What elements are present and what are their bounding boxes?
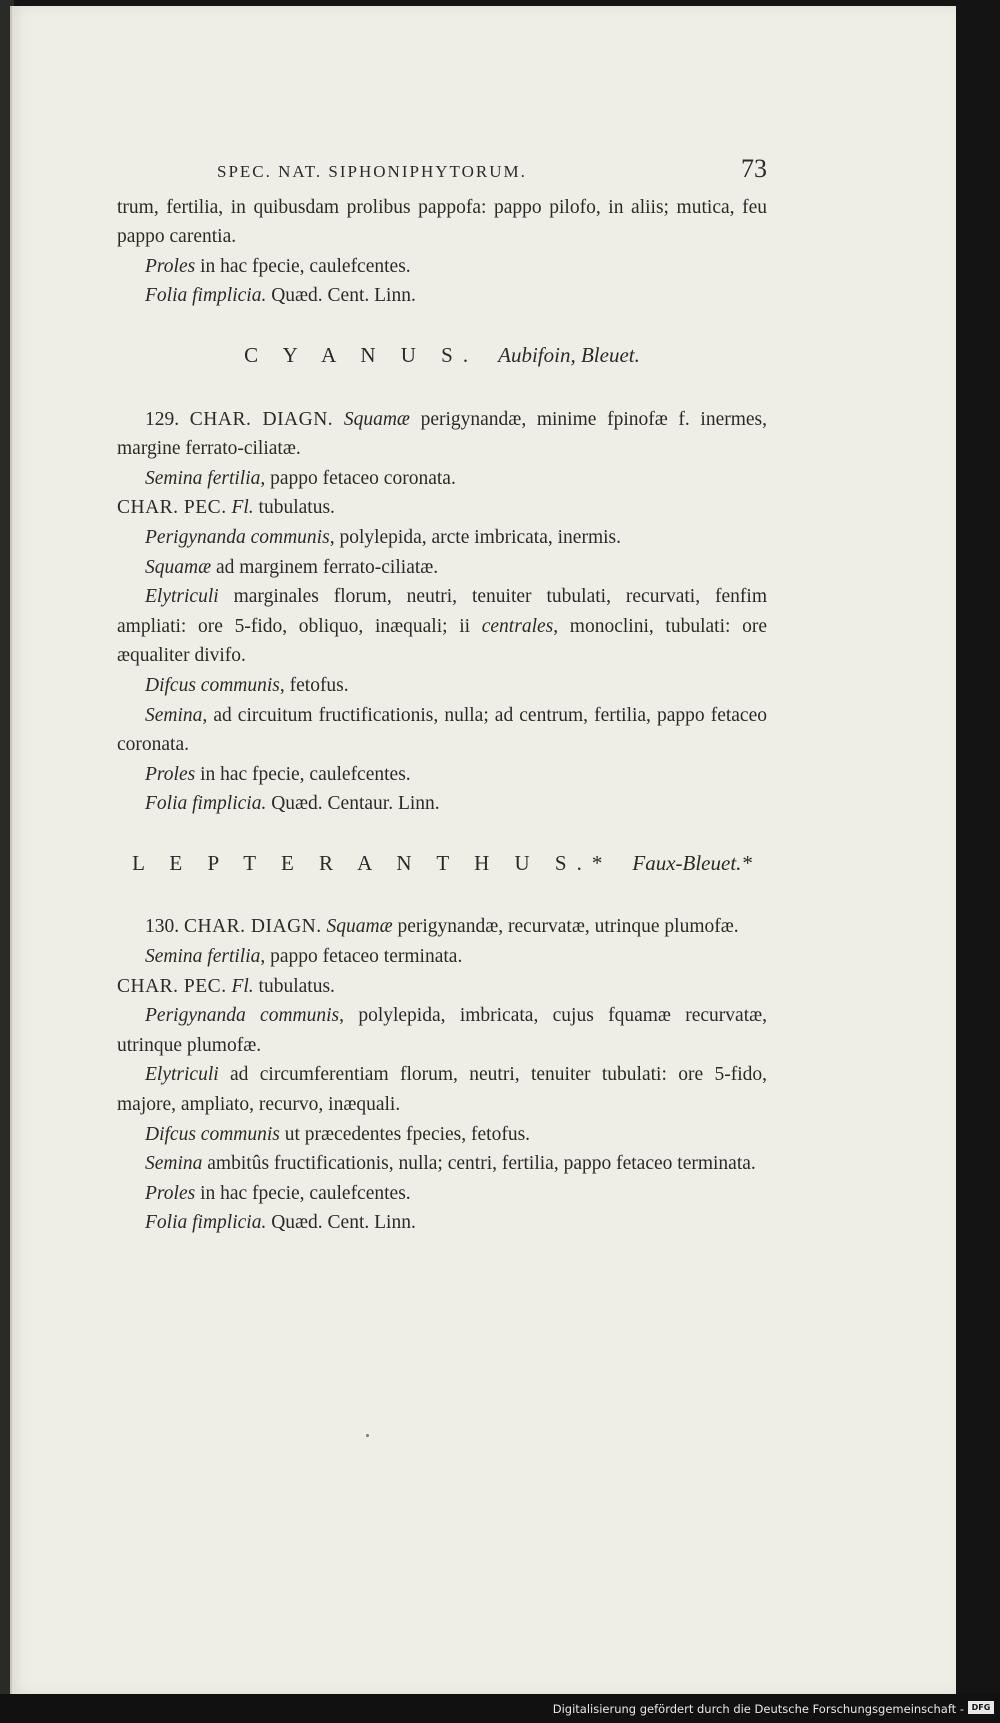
proles-line: Proles in hac fpecie, caulefcentes.	[145, 1182, 411, 1204]
folia-line: Folia fimplicia. Quæd. Centaur. Linn.	[145, 793, 440, 815]
perigynanda-paragraph: Perigynanda communis, polylepida, imbricata, cujus fquamæ recurvatæ, utrinque plumofæ.	[117, 1005, 767, 1056]
char-pec-line: CHAR. PEC. Fl. tubulatus.	[117, 975, 335, 997]
running-title: SPEC. NAT. SIPHONIPHYTORUM.	[217, 162, 527, 181]
genus-name: L E P T E R A N T H U S.*	[132, 850, 613, 875]
elytriculi-paragraph: Elytriculi marginales florum, neutri, tenuiter tubulati, recurvati, fenfim ampliati: ore 5-fido, obliquo, inæquali; ii centrales, monoclini, tubulati: ore æqualiter divifo.	[117, 586, 768, 667]
discus-line: Difcus communis ut præcedentes fpecies, fetofus.	[145, 1123, 531, 1145]
proles-line: Proles in hac fpecie, caulefcentes.	[145, 763, 411, 785]
squamae-line: Squamæ ad marginem ferrato-ciliatæ.	[145, 556, 439, 578]
running-head	[117, 154, 767, 187]
continued-paragraph: trum, fertilia, in quibusdam prolibus pappofa: pappo pilofo, in aliis; mutica, feu pappo carentia.	[117, 196, 767, 248]
proles-line: Proles in hac fpecie, caulefcentes.	[145, 255, 411, 277]
semina-fertilia-line: Semina fertilia, pappo fetaceo coronata.	[145, 467, 456, 489]
char-diagn-paragraph: 130. CHAR. DIAGN. Squamæ perigynandæ, recurvatæ, utrinque plumofæ.	[145, 916, 739, 938]
elytriculi-paragraph: Elytriculi ad circumferentiam florum, neutri, tenuiter tubulati: ore 5-fido, majore, ampliato, recurvo, inæquali.	[117, 1064, 767, 1116]
french-name: Aubifoin, Bleuet.	[498, 342, 640, 367]
perigynanda-paragraph: Perigynanda communis, polylepida, arcte imbricata, inermis.	[145, 526, 621, 548]
genus-heading-cyanus	[117, 341, 767, 371]
char-diagn-paragraph: 129. CHAR. DIAGN. Squamæ perigynandæ, minime fpinofæ f. inermes, margine ferrato-ciliatæ.	[117, 408, 768, 460]
french-name: Faux-Bleuet.*	[632, 850, 752, 875]
folia-line: Folia fimplicia. Quæd. Cent. Linn.	[145, 1212, 416, 1234]
ink-speck	[366, 1434, 369, 1437]
folia-line: Folia fimplicia. Quæd. Cent. Linn.	[145, 285, 416, 307]
page-number: 73	[741, 154, 767, 183]
semina-paragraph: Semina, ad circuitum fructificationis, nulla; ad centrum, fertilia, pappo fetaceo coronata.	[117, 704, 767, 756]
dfg-logo: DFG	[968, 1701, 994, 1714]
footer-credit: Digitalisierung gefördert durch die Deutsche Forschungsgemeinschaft -	[552, 1702, 964, 1716]
char-pec-line: CHAR. PEC. Fl. tubulatus.	[117, 497, 335, 519]
digitization-footer	[0, 1694, 1000, 1723]
page-text	[117, 154, 767, 1238]
genus-heading-lepteranthus	[117, 849, 767, 879]
book-page	[10, 6, 956, 1694]
genus-name: C Y A N U S.	[244, 342, 479, 367]
semina-fertilia-line: Semina fertilia, pappo fetaceo terminata.	[145, 946, 463, 968]
semina-paragraph: Semina ambitûs fructificationis, nulla; centri, fertilia, pappo fetaceo terminata.	[145, 1153, 756, 1175]
discus-line: Difcus communis, fetofus.	[145, 674, 349, 696]
